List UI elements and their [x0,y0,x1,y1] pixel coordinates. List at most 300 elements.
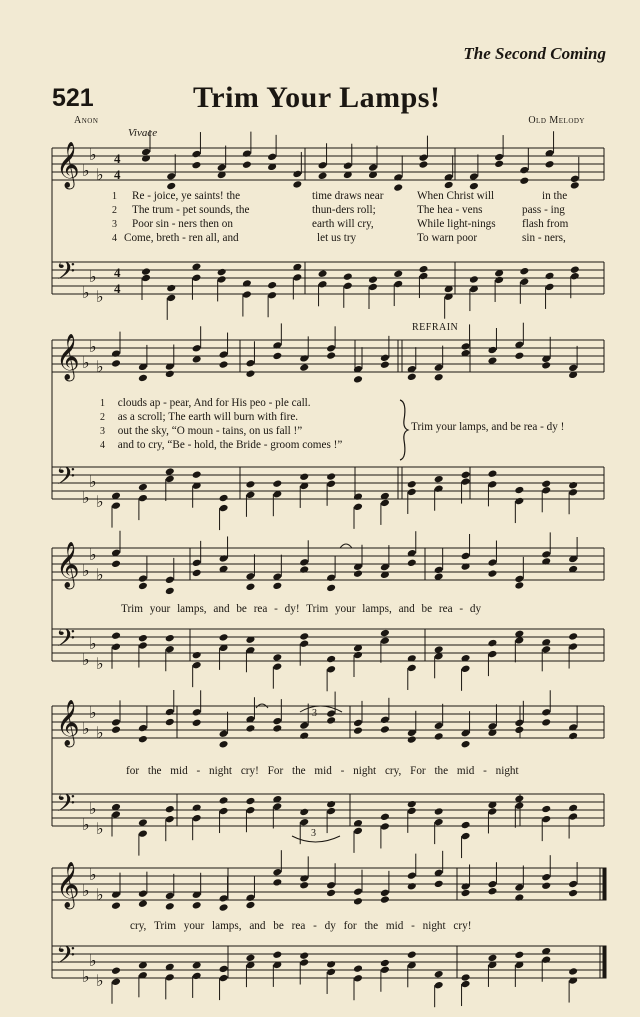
verse-lyric: out the sky, “O moun - tains, on us fall !” [117,425,303,437]
note-head [111,501,121,510]
note-head [519,278,529,287]
note-head [138,574,148,583]
note-head [111,978,121,987]
note-head [141,274,151,283]
note-head [272,950,282,959]
note-head [326,716,336,725]
note-head [541,486,551,495]
note-head [469,182,479,191]
note-head [469,275,479,284]
note-head [165,708,175,717]
note-head [461,471,471,480]
note-head [494,153,504,162]
note-head [272,802,282,811]
note-head [245,893,255,902]
note-head [343,282,353,291]
note-head [245,724,255,733]
note-head [568,804,578,813]
note-head [191,161,201,170]
flat-sign: ♭ [82,815,90,834]
note-head [138,641,148,650]
note-head [192,708,202,717]
flat-sign: ♭ [82,283,90,302]
flat-sign: ♭ [89,634,97,653]
note-head [138,494,148,503]
note-head [434,732,444,741]
hymn-title: Trim Your Lamps! [193,81,441,114]
flat-sign: ♭ [96,723,104,742]
author-text: Anon [74,115,99,126]
note-head [461,832,471,841]
note-head [165,587,175,596]
note-head [570,272,580,281]
note-head [434,373,444,382]
note-head [568,880,578,889]
note-head [326,960,336,969]
verse-lyric: let us try [317,232,357,244]
note-head [219,903,229,912]
note-head [461,821,471,830]
note-head [461,740,471,749]
verse-number: 1 [112,191,117,202]
flat-sign: ♭ [96,654,104,673]
note-head [541,881,551,890]
note-head [434,807,444,816]
note-head [380,822,390,831]
note-head [245,954,255,963]
note-head [217,163,227,172]
note-head [461,552,471,561]
note-head [407,480,417,489]
note-head [138,818,148,827]
bass-clef: 𝄢 [56,789,76,824]
note-head [272,724,282,733]
note-head [380,629,390,638]
triplet-bracket [300,706,342,712]
refrain-lyric-1: Trim your lamps, and be rea - dy ! [411,421,565,433]
note-head [434,363,444,372]
note-head [418,272,428,281]
flat-sign: ♭ [89,267,97,286]
note-head [568,488,578,497]
note-head [299,951,309,960]
note-head [568,364,578,373]
note-head [272,479,282,488]
flat-sign: ♭ [96,165,104,184]
note-head [494,276,504,285]
note-head [407,488,417,497]
note-head [434,475,444,484]
note-head [192,559,202,568]
verse-lyric: To warn poor [417,232,478,244]
note-head [166,172,176,181]
verse-lyric: The hea - vens [417,204,483,216]
verse-brace [400,400,408,460]
note-head [111,901,121,910]
flat-sign: ♭ [96,971,104,990]
flat-sign: ♭ [89,703,97,722]
note-head [380,354,390,363]
treble-clef: 𝄞 [56,542,80,588]
note-head [380,716,390,725]
note-head [487,954,497,963]
note-head [568,812,578,821]
note-head [353,974,363,983]
note-head [292,273,302,282]
note-head [138,724,148,733]
note-head [191,274,201,283]
note-head [514,893,524,902]
note-head [219,740,229,749]
note-head [299,363,309,372]
note-head [514,575,524,584]
note-head [326,665,336,674]
note-head [245,359,255,368]
note-head [418,265,428,274]
note-head [141,148,151,157]
refrain-lyric-2: Trim your lamps, and be rea - dy! Trim your lamps, and be rea - dy [121,603,482,615]
time-signature-bottom: 4 [114,167,121,182]
note-head [326,472,336,481]
flat-sign: ♭ [89,799,97,818]
note-head [461,342,471,351]
flat-sign: ♭ [82,650,90,669]
note-head [487,887,497,896]
note-head [245,572,255,581]
bass-clef: 𝄢 [56,624,76,659]
treble-clef: 𝄞 [56,334,80,380]
note-head [514,883,524,892]
note-head [165,370,175,379]
note-head [380,499,390,508]
note-head [299,632,309,641]
flat-sign: ♭ [82,967,90,986]
note-head [165,805,175,814]
note-head [219,554,229,563]
note-head [353,651,363,660]
flat-sign: ♭ [89,472,97,491]
note-head [487,722,497,731]
note-head [487,807,497,816]
note-head [487,569,497,578]
note-head [434,970,444,979]
markings [256,544,352,842]
note-head [299,558,309,567]
note-head [191,150,201,159]
note-head [380,636,390,645]
time-signature-bottom: 4 [114,281,121,296]
note-head [380,889,390,898]
note-head [570,265,580,274]
note-head [165,475,175,484]
flat-sign: ♭ [96,565,104,584]
verse-lyric: as a scroll; The earth will burn with fire. [117,411,299,423]
verse-number: 2 [112,205,117,216]
note-head [267,291,277,300]
final-barline-thick [603,946,606,978]
note-head [514,351,524,360]
note-head [165,815,175,824]
note-head [141,154,151,163]
note-head [138,735,148,744]
note-head [343,161,353,170]
verse-lyric: earth will cry, [312,218,374,230]
flat-sign: ♭ [89,951,97,970]
note-head [541,815,551,824]
tune-text: Old Melody [528,115,585,126]
note-head [568,732,578,741]
note-head [326,968,336,977]
note-head [380,959,390,968]
tie [292,836,340,842]
note-head [219,633,229,642]
flat-sign: ♭ [82,353,90,372]
note-head [219,729,229,738]
note-head [568,642,578,651]
note-head [434,981,444,990]
note-head [245,369,255,378]
note-head [219,807,229,816]
note-head [545,160,555,169]
note-head [368,283,378,292]
note-head [292,180,302,189]
note-head [461,477,471,486]
note-head [138,582,148,591]
flat-sign: ♭ [82,488,90,507]
note-head [407,664,417,673]
note-head [487,558,497,567]
note-head [434,566,444,575]
time-signature-top: 4 [114,151,121,166]
note-head [165,645,175,654]
note-head [245,901,255,910]
verse-lyric: thun-ders roll; [312,204,376,216]
note-head [353,827,363,836]
note-head [242,290,252,299]
note-head [380,813,390,822]
note-head [487,650,497,659]
note-head [272,352,282,361]
note-head [514,581,524,590]
note-head [469,172,479,181]
note-head [353,897,363,906]
note-head [299,721,309,730]
note-head [111,560,121,569]
note-head [326,344,336,353]
note-head [138,829,148,838]
verse-number: 4 [100,440,105,451]
note-head [326,800,336,809]
note-head [111,349,121,358]
note-head [272,662,282,671]
note-head [541,805,551,814]
note-head [299,639,309,648]
note-head [299,565,309,574]
note-head [326,584,336,593]
flat-sign: ♭ [82,881,90,900]
note-head [407,800,417,809]
note-head [299,731,309,740]
note-head [407,871,417,880]
note-head [568,632,578,641]
note-head [245,480,255,489]
note-head [545,272,555,281]
note-head [487,480,497,489]
refrain-lyric-4: cry, Trim your lamps, and be rea - dy for the mid - night cry! [130,920,472,932]
note-head [434,722,444,731]
note-head [166,182,176,191]
flat-sign: ♭ [96,819,104,838]
flat-sign: ♭ [96,357,104,376]
note-head [166,294,176,303]
note-head [267,281,277,290]
verse-number: 2 [100,412,105,423]
flat-sign: ♭ [89,865,97,884]
note-head [192,661,202,670]
note-head [299,881,309,890]
note-head [461,980,471,989]
note-head [272,582,282,591]
note-head [326,573,336,582]
note-head [245,583,255,592]
triplet-mark: 3 [312,708,317,719]
note-head [568,889,578,898]
flat-sign: ♭ [89,145,97,164]
note-head [242,149,252,158]
note-head [461,973,471,982]
note-head [418,160,428,169]
note-head [219,965,229,974]
note-head [272,868,282,877]
note-head [568,967,578,976]
section-heading: The Second Coming [463,44,606,63]
note-head [407,735,417,744]
note-head [541,480,551,489]
note-head [487,346,497,355]
triplet-mark: 3 [311,828,316,839]
note-head [111,718,121,727]
verse-number: 3 [100,426,105,437]
note-head [192,972,202,981]
note-head [514,801,524,810]
note-head [111,810,121,819]
note-head [434,818,444,827]
note-head [326,480,336,489]
note-head [111,359,121,368]
note-head [545,283,555,292]
note-head [217,275,227,284]
note-head [219,894,229,903]
refrain-lyric-3: for the mid - night cry! For the mid - night cry, For the mid - night [126,765,519,777]
note-head [393,270,403,279]
note-head [343,272,353,281]
note-head [299,818,309,827]
note-head [353,375,363,384]
note-head [353,887,363,896]
note-head [192,814,202,823]
note-head [326,709,336,718]
fermata [340,544,352,548]
verse-number: 3 [112,219,117,230]
note-head [165,892,175,901]
note-head [380,725,390,734]
note-head [444,181,454,190]
note-head [514,951,524,960]
note-head [368,275,378,284]
flat-sign: ♭ [96,492,104,511]
note-head [487,639,497,648]
note-head [418,153,428,162]
note-head [219,974,229,983]
flat-sign: ♭ [89,545,97,564]
verse-number: 1 [100,398,105,409]
note-head [353,569,363,578]
note-head [326,351,336,360]
flat-sign: ♭ [89,337,97,356]
note-head [165,634,175,643]
note-head [353,719,363,728]
note-head [514,726,524,735]
note-head [434,484,444,493]
note-head [292,170,302,179]
note-head [407,373,417,382]
flat-sign: ♭ [82,561,90,580]
note-head [165,576,175,585]
final-barline-thick [603,868,606,900]
note-head [192,803,202,812]
note-head [219,796,229,805]
note-head [272,653,282,662]
note-head [380,360,390,369]
note-head [318,161,328,170]
time-signature [114,151,121,296]
note-head [192,719,202,728]
note-head [519,166,529,175]
note-head [541,550,551,559]
note-head [219,504,229,513]
note-head [519,176,529,185]
verse-lyric: clouds ap - pear, And for His peo - ple call. [117,397,311,409]
verse-lyric: When Christ will [417,190,495,202]
note-head [192,344,202,353]
note-head [461,889,471,898]
note-head [570,175,580,184]
note-head [111,966,121,975]
note-head [570,181,580,190]
note-head [353,503,363,512]
verse-lyric: Re - joice, ye saints! the [132,190,241,202]
note-head [461,882,471,891]
note-head [380,966,390,975]
verse-lyric: Come, breth - ren all, and [124,232,239,244]
note-head [318,280,328,289]
note-head [541,708,551,717]
verse-lyric: flash from [522,218,569,230]
note-head [487,880,497,889]
note-head [141,267,151,276]
note-head [494,160,504,169]
note-head [217,268,227,277]
note-head [353,964,363,973]
verse-lyric: Poor sin - ners then on [132,218,233,230]
note-head [267,153,277,162]
note-head [541,873,551,882]
note-head [245,797,255,806]
note-head [138,634,148,643]
note-head [407,882,417,891]
verse-number: 4 [112,233,117,244]
treble-clef: 𝄞 [56,142,80,188]
